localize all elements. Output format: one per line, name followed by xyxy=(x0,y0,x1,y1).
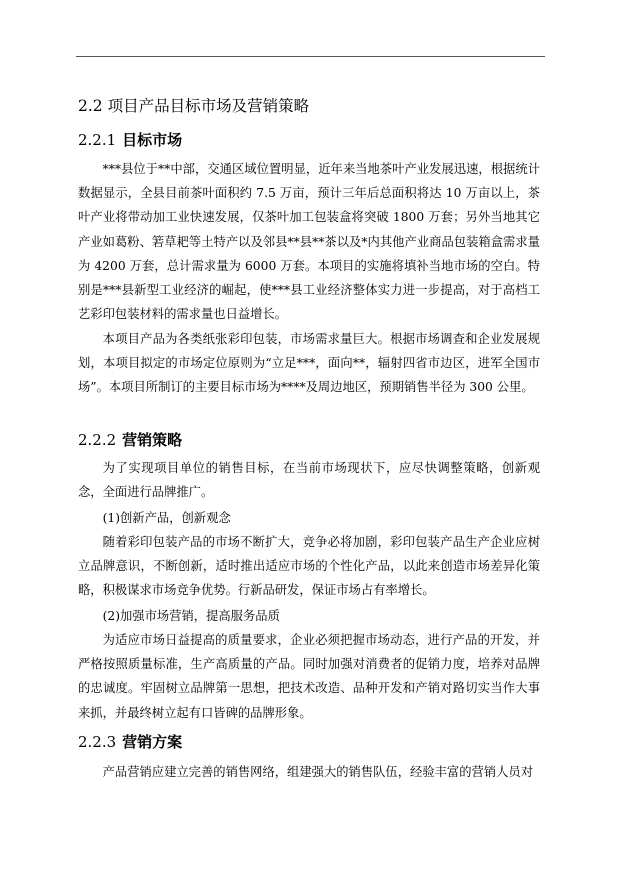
strategy-item-text-1: 随着彩印包装产品的市场不断扩大，竞争必将加剧，彩印包装产品生产企业应树立品牌意识，不断创新，适时推出适应市场的个性化产品，以此来创造市场差异化策略，积极谋求市场竞争优势。行新品研发，保证市场占有率增长。 xyxy=(78,535,540,598)
subsection-heading-target-market xyxy=(78,130,182,150)
target-market-paragraph-2: 本项目产品为各类纸张彩印包装，市场需求量巨大。根据市场调查和企业发展规划，本项目拟定的市场定位原则为“立足***，面向**，辐射四省市边区，进军全国市场”。本项目所制订的主要目标市场为****及周边地区，预期销售半径为 300 公里。 xyxy=(78,332,540,395)
subsection-heading-marketing-strategy xyxy=(78,430,182,450)
header-rule xyxy=(76,56,545,57)
subsection-title: 营销方案 xyxy=(122,733,183,751)
subsection-title: 目标市场 xyxy=(122,131,183,149)
marketing-plan-paragraph: 产品营销应建立完善的销售网络，组建强大的销售队伍，经验丰富的营销人员对 xyxy=(102,765,533,779)
subsection-heading-marketing-plan xyxy=(78,732,182,752)
strategy-item-heading-1: (1)创新产品，创新观念 xyxy=(102,511,231,525)
subsection-number: 2.2.2 xyxy=(78,431,117,449)
marketing-strategy-intro: 为了实现项目单位的销售目标，在当前市场现状下，应尽快调整策略，创新观念，全面进行品牌推广。 xyxy=(78,461,540,500)
target-market-paragraph-1: ***县位于**中部，交通区域位置明显，近年来当地茶叶产业发展迅速，根据统计数据显示，全县目前茶叶面积约 7.5 万亩，预计三年后总面积将达 10 万亩以上，茶叶产业将带动加工业快速发展，仅茶叶加工包装盒将突破 1800 万套；另外当地其它产业如葛粉、箬草耙等土特产以及邻县**县**茶以及*内其他产业商品包装箱盒需求量为 4200 万套，总计需求量为 6000 万套。本项目的实施将填补当地市场的空白。特别是***县新型工业经济的崛起，使***县工业经济整体实力进一步提高，对于高档工艺彩印包装材料的需求量也日益增长。 xyxy=(78,162,540,322)
strategy-item-text-2: 为适应市场日益提高的质量要求，企业必须把握市场动态，进行产品的开发，并严格按照质量标准，生产高质量的产品。同时加强对消费者的促销力度，培养对品牌的忠诚度。牢固树立品牌第一思想，把技术改造、品种开发和产销对路切实当作大事来抓，并最终树立起有口皆碑的品牌形象。 xyxy=(78,633,540,720)
subsection-title: 营销策略 xyxy=(122,431,183,449)
subsection-number: 2.2.3 xyxy=(78,733,117,751)
subsection-number: 2.2.1 xyxy=(78,131,117,149)
strategy-item-heading-2: (2)加强市场营销，提高服务品质 xyxy=(102,609,280,623)
section-title: 2.2 项目产品目标市场及营销策略 xyxy=(78,97,310,115)
